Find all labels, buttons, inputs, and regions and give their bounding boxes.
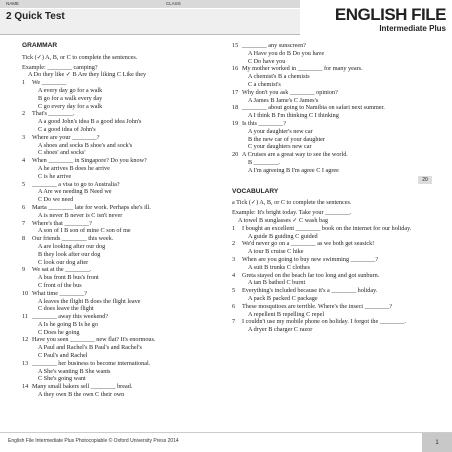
answer-options[interactable]: A I think B I'm thinking C I thinking [248,112,339,120]
answer-options[interactable]: C a good idea of John's [38,125,96,133]
brand-logo [335,6,446,33]
question-item [22,336,222,359]
question-number: 7 [22,219,26,227]
grammar-score-box: 20 [418,176,432,184]
answer-options[interactable]: C look our dog after [38,258,89,266]
answer-options[interactable]: A leaves the flight B does the flight leave [38,297,141,305]
grammar-instruction: Tick (✓) A, B, or C to complete the sentences. [22,53,138,61]
vocabulary-instruction: a Tick (✓) A, B, or C to complete the sentences. [232,199,352,207]
question-number: 15 [232,42,239,49]
name-class-strip [0,0,300,8]
answer-options[interactable]: A pack B packed C package [248,294,318,302]
answer-options[interactable]: A chemist's B a chemists [248,73,310,81]
left-column [22,42,222,399]
question-stem: We'd never go on a ________ as we both get seasick! [242,240,375,248]
right-column [232,42,432,334]
question-stem: Marta ________ late for work. Perhaps she's ill. [32,203,151,211]
question-stem: ________ away this weekend? [32,313,109,321]
question-number: 6 [232,302,236,310]
question-number: 10 [22,289,29,297]
page-footer [0,432,452,452]
answer-options[interactable]: C She's going want [38,375,86,383]
page-title: 2 Quick Test [6,11,65,22]
question-stem: Our friends ________ this week. [32,235,114,243]
answer-options[interactable]: A son of I B son of mine C son of me [38,227,131,235]
question-stem: Have you seen ________ new flat? It's enormous. [32,336,156,344]
answer-options[interactable]: A your daughter's new car [248,127,313,135]
question-stem: What time ________? [32,289,87,297]
question-item [232,303,432,319]
answer-options[interactable]: A dryer B charger C razor [248,326,313,334]
answer-options[interactable]: A Are we needing B Need we [38,188,112,196]
question-number: 12 [22,336,29,344]
question-number: 11 [22,313,28,321]
page-number: 1 [422,433,452,452]
question-number: 5 [22,180,26,188]
question-number: 2 [232,240,236,248]
question-item [22,181,222,204]
question-item [22,110,222,133]
answer-options[interactable]: A they own B the own C their own [38,391,125,399]
class-label: CLASS [166,1,181,6]
question-number: 20 [232,151,239,159]
question-item [22,204,222,220]
question-number: 5 [232,287,236,295]
question-stem: I bought an excellent ________ book on the internet for our holiday. [242,224,412,232]
question-number: 18 [232,104,239,112]
answer-options[interactable]: C Paul's and Rachel [38,352,88,360]
answer-options[interactable]: C Do have you [248,57,286,65]
grammar-questions-left [22,79,222,399]
example-options: A Do they like ✓ B Are they liking C Like they [28,71,147,79]
answer-options[interactable]: C is he arrive [38,172,72,180]
question-stem: We ________ [32,79,67,87]
answer-options[interactable]: A a good John's idea B a good idea John's [38,118,142,126]
question-item [232,256,432,272]
question-number: 9 [22,266,26,274]
question-stem: Many small bakers sell ________ bread. [32,383,133,391]
vocab-example-options: A towel B sunglasses ✓ C wash bag [238,216,328,224]
question-stem: ________ any sunscreen? [242,42,306,49]
answer-options[interactable]: A James B Jame's C James's [248,96,319,104]
vocabulary-heading: VOCABULARY [232,187,279,195]
question-number: 3 [22,133,26,141]
answer-options[interactable]: A guide B guiding C guided [248,232,318,240]
question-item [232,65,432,88]
answer-options[interactable]: C Do we need [38,196,74,204]
answer-options[interactable]: C front of the bus [38,281,82,289]
question-number: 1 [22,79,26,87]
copyright-text: English File Intermediate Plus Photocopiable © Oxford University Press 2014 [8,438,179,444]
question-stem: These mosquitoes are terrible. Where's the insect ________? [242,302,393,310]
question-item [232,225,432,241]
question-item [22,157,222,180]
question-number: 2 [22,110,26,118]
question-stem: ________ a visa to go to Australia? [32,180,120,188]
question-number: 17 [232,88,239,96]
answer-options[interactable]: A repellent B repelling C repel [248,310,325,318]
question-item [232,272,432,288]
answer-options[interactable]: A She's wanting B She wants [38,367,111,375]
question-item [22,360,222,383]
vocabulary-questions [232,225,432,334]
page-header [0,0,452,36]
answer-options[interactable]: C Does he going [38,328,80,336]
question-item [22,383,222,399]
answer-options[interactable]: A every day go for a walk [38,86,103,94]
question-stem: That's ________. [32,110,75,118]
question-item [232,42,432,65]
grammar-questions-right [232,42,432,175]
answer-options[interactable]: C does leave the flight [38,305,94,313]
answer-options[interactable]: C go every day for a walk [38,102,103,110]
answer-options[interactable]: A suit B trunks C clothes [248,263,311,271]
answer-options[interactable]: C shoes' and socks' [38,149,86,157]
question-stem: Why don't you ask ________ opinion? [242,88,338,96]
question-stem: When ________ in Singapore? Do you know? [32,157,147,165]
answer-options[interactable]: C your daughters new car [248,143,312,151]
question-item [22,313,222,336]
answer-options[interactable]: B go for a walk every day [38,94,103,102]
question-item [232,120,432,151]
question-number: 3 [232,255,236,263]
answer-options[interactable]: A bus front B bus's front [38,274,99,282]
question-stem: Where are your ________? [32,133,100,141]
vocab-example-stem: Example: It's bright today. Take your ________. [232,209,352,217]
question-item [22,79,222,110]
answer-options[interactable]: A he arrives B does he arrive [38,164,110,172]
answer-options[interactable]: A is never B never is C isn't never [38,211,123,219]
name-label: NAME [6,1,20,6]
question-item [22,220,222,236]
example-stem: Example: ________ camping? [22,63,98,71]
question-stem: Where's that ________? [32,219,92,227]
answer-options[interactable]: A I'm agreeing B I'm agree C I agree [248,166,339,174]
question-number: 13 [22,359,29,367]
question-item [232,104,432,120]
question-number: 14 [22,383,29,391]
question-number: 7 [232,318,236,326]
answer-options[interactable]: A shoes and socks B shoe's and sock's [38,141,133,149]
question-stem: Is this ________? [242,119,286,127]
grammar-heading: GRAMMAR [22,42,58,49]
question-stem: When are you going to buy new swimming ________? [242,255,379,263]
question-number: 19 [232,119,239,127]
question-item [22,290,222,313]
question-number: 1 [232,224,236,232]
brand-subtitle: Intermediate Plus [379,24,446,33]
question-stem: ________ about going to Namibia on safari next summer. [242,104,385,112]
answer-options[interactable]: B they look after our dog [38,250,101,258]
question-stem: ________ her business to become international. [32,359,151,367]
answer-options[interactable]: B the new car of your daughter [248,135,325,143]
answer-options[interactable]: A are looking after our dog [38,242,106,250]
question-item [22,266,222,289]
answer-options[interactable]: A tan B bathed C burnt [248,279,306,287]
question-stem: My mother worked in ________ for many years. [242,65,363,73]
question-stem: Everything's included because it's a ________ holiday. [242,287,378,295]
answer-options[interactable]: C a chemist's [248,80,281,88]
question-item [232,240,432,256]
question-stem: Greta stayed on the beach far too long and got sunburn. [242,271,380,279]
answer-options[interactable]: A tour B cruise C hike [248,248,304,256]
answer-options[interactable]: A Paul and Rachel's B Paul's and Rachel's [38,344,142,352]
question-number: 4 [232,271,236,279]
vocabulary-example [232,209,432,225]
question-number: 6 [22,203,26,211]
brand-name: ENGLISH FILE [334,5,446,24]
answer-options[interactable]: B ________. [248,158,280,166]
question-item [232,151,432,174]
grammar-example [22,64,222,80]
question-item [22,235,222,266]
answer-options[interactable]: A Have you do B Do you have [248,49,325,57]
answer-options[interactable]: A Is he going B Is he go [38,320,98,328]
question-item [22,134,222,157]
question-item [232,318,432,334]
question-stem: A Cruises are a great way to see the world. [242,151,348,159]
question-stem: I couldn't use my mobile phone on holiday. I forgot the ________. [242,318,407,326]
question-item [232,287,432,303]
question-number: 16 [232,65,239,73]
question-number: 4 [22,157,26,165]
question-item [232,89,432,105]
question-stem: We sat at the ________. [32,266,92,274]
question-number: 8 [22,235,26,243]
